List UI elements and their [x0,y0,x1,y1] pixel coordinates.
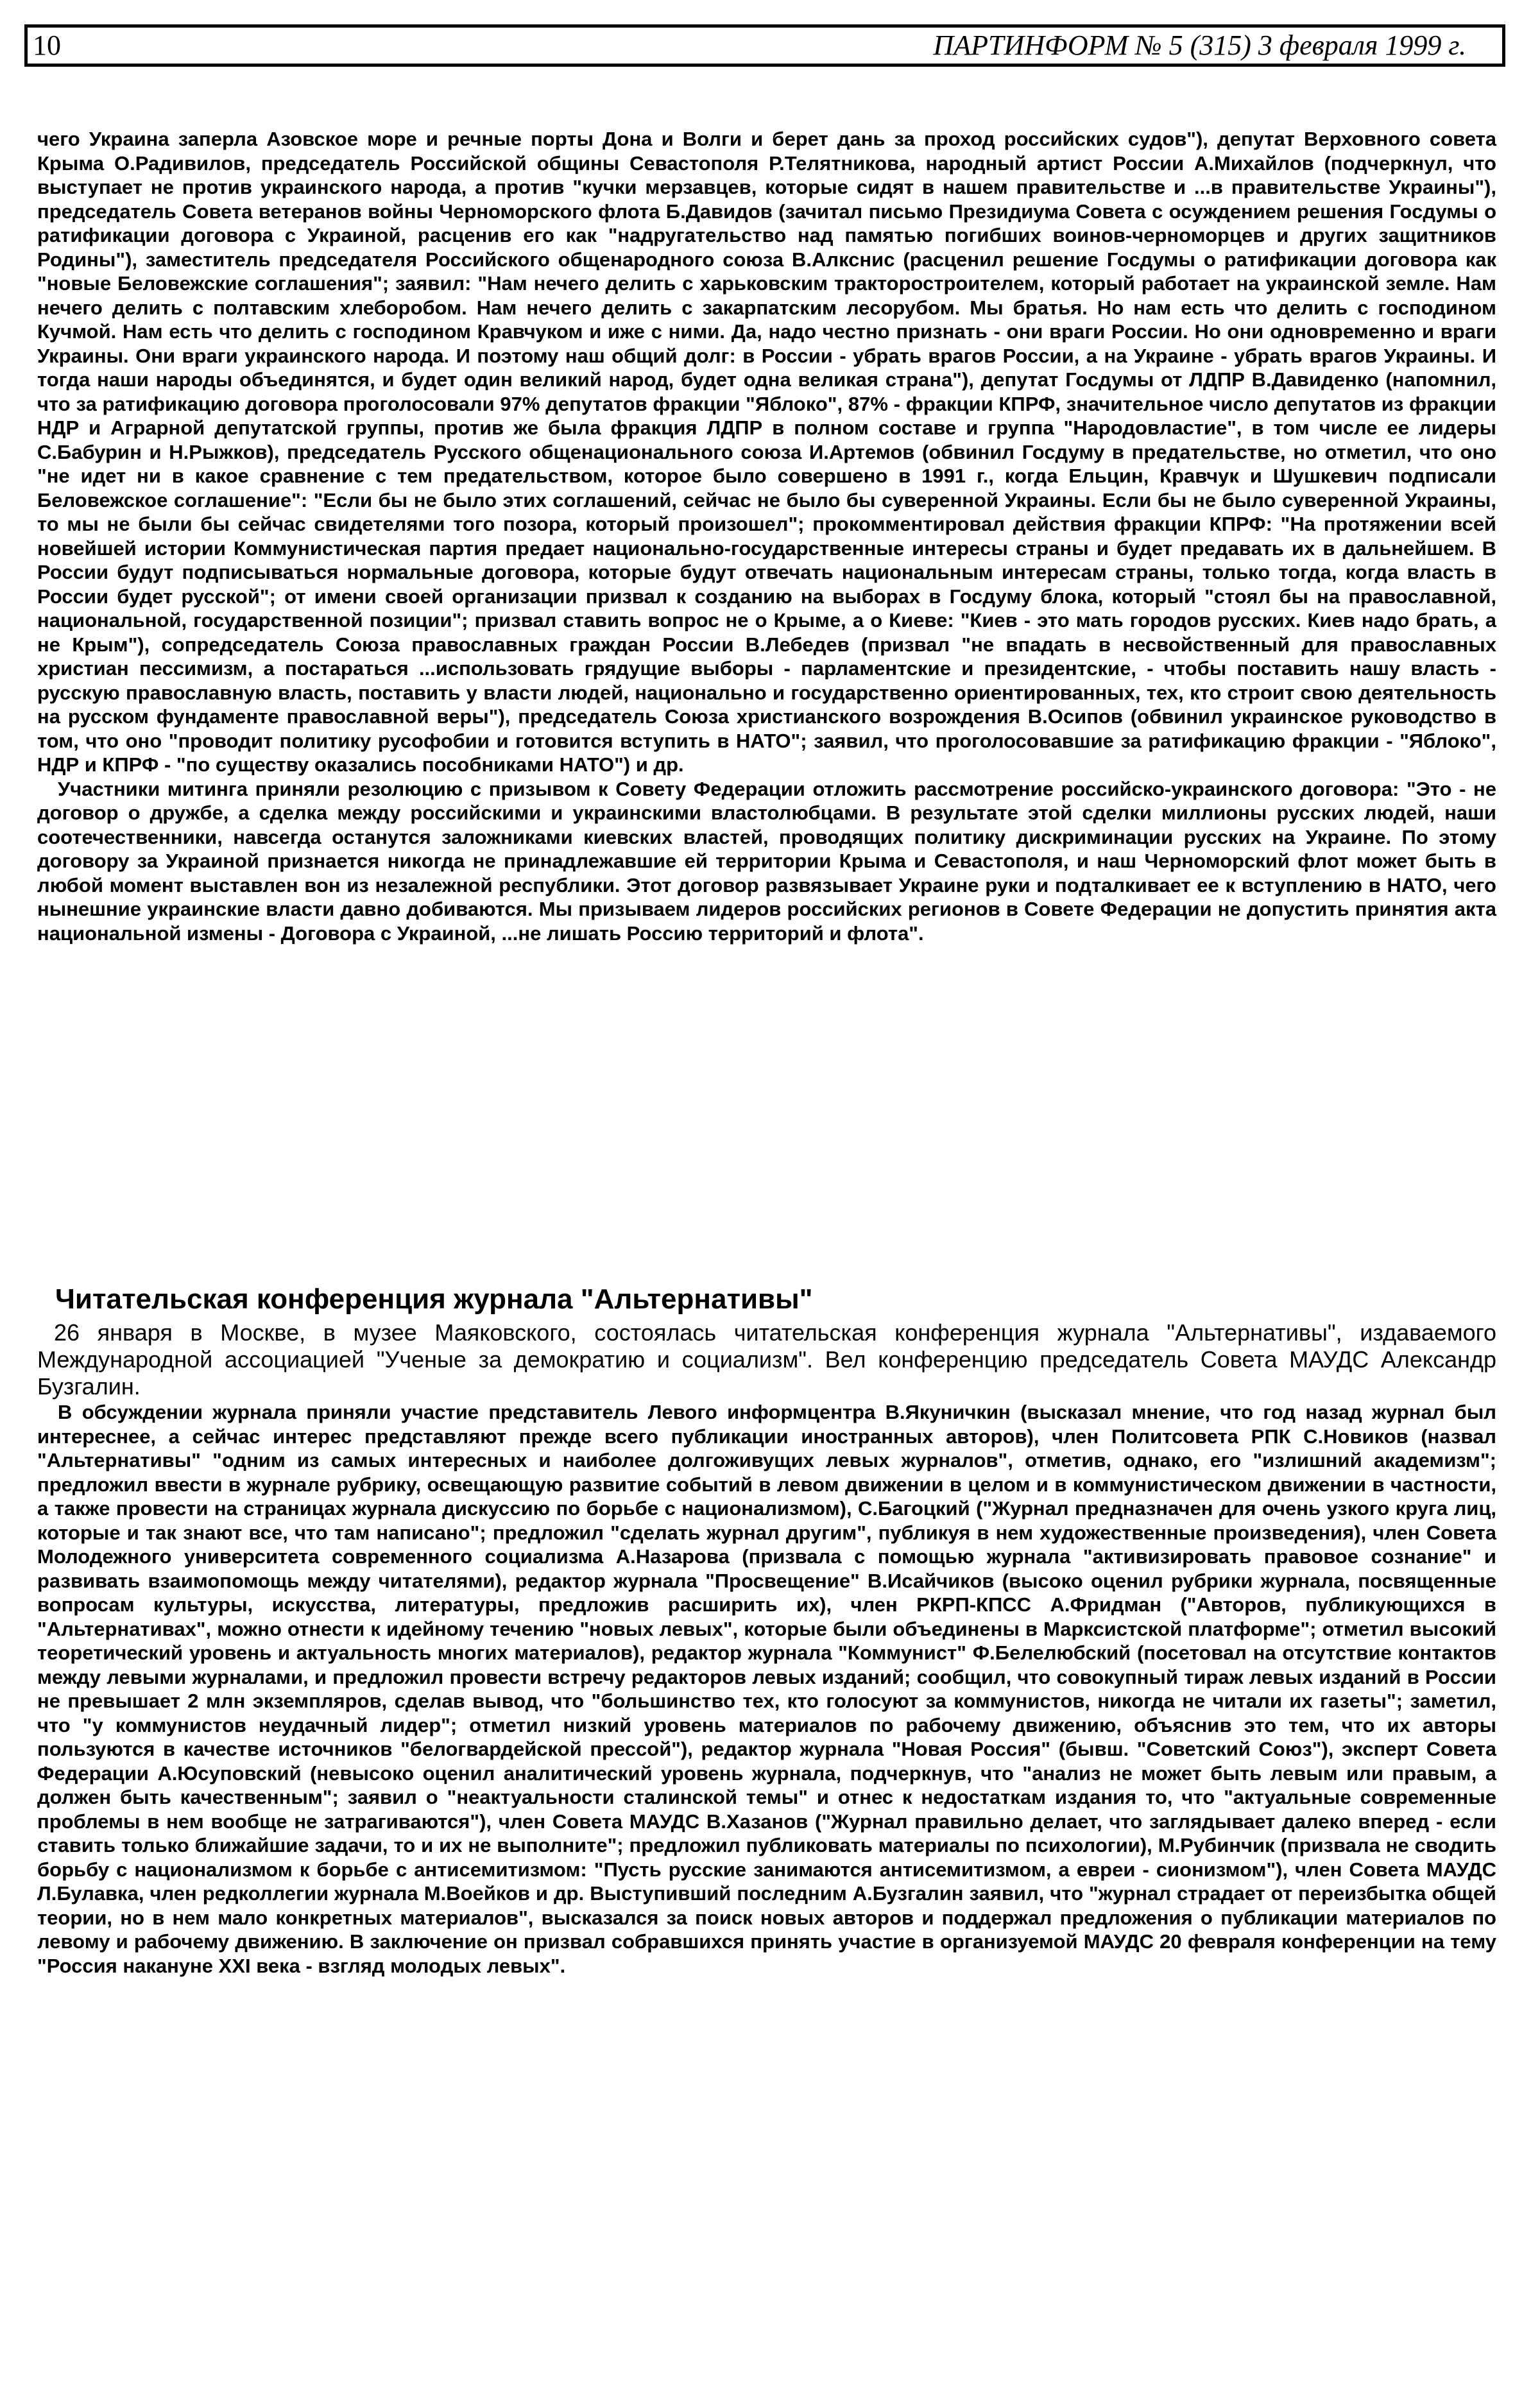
conference-intro: 26 января в Москве, в музее Маяковского, состоялась читательская конференция журнала "Альтернативы", издаваемого Международной ассоциацией "Ученые за демократию и социализм". Вел конференцию председатель Совета МАУДС Александр Бузгалин. [37,1319,1496,1400]
page-number: 10 [33,30,61,61]
article-reader-conference [37,1283,1496,1978]
page-header [24,24,1505,67]
publication-title: ПАРТИНФОРМ № 5 (315) 3 февраля 1999 г. [933,30,1466,61]
article-rally [37,127,1496,945]
conference-body: В обсуждении журнала приняли участие представитель Левого информцентра В.Якуничкин (высказал мнение, что год назад журнал был интереснее, а сейчас интерес представляют прежде всего публикации иностранных авторов), член Политсовета РПК С.Новиков (назвал "Альтернативы" "одним из самых интересных и наиболее долгоживущих левых журналов", отметив, однако, его "излишний академизм"; предложил ввести в журнале рубрику, освещающую развитие событий в левом движении в целом и в коммунистическом движении в частности, а также провести на страницах журнала дискуссию по борьбе с национализмом), С.Багоцкий ("Журнал предназначен для очень узкого круга лиц, которые и так знают все, что там написано"; предложил "сделать журнал другим", публикуя в нем художественные произведения), член Совета Молодежного университета современного социализма А.Назарова (призвала с помощью журнала "активизировать правовое сознание" и развивать взаимопомощь между читателями), редактор журнала "Просвещение" В.Исайчиков (высоко оценил рубрики журнала, посвященные вопросам культуры, искусства, литературы, предложив расширить их), член РКРП-КПСС А.Фридман ("Авторов, публикующихся в "Альтернативах", можно отнести к идейному течению "новых левых", которые были объединены в Марксистской платформе"; отметил высокий теоретический уровень и актуальность многих материалов), редактор журнала "Коммунист" Ф.Белелюбский (посетовал на отсутствие контактов между левыми журналами, и предложил провести встречу редакторов левых изданий; сообщил, что совокупный тираж левых изданий в России не превышает 2 млн экземпляров, сделав вывод, что "большинство тех, кто голосуют за коммунистов, никогда не читали их газеты"; заметил, что "у коммунистов неудачный лидер"; отметил низкий уровень материалов по рабочему движению, объяснив это тем, что их авторы пользуются в качестве источников "белогвардейской прессой"), редактор журнала "Новая Россия" (бывш. "Советский Союз"), эксперт Совета Федерации А.Юсуповский (невысоко оценил аналитический уровень журнала, подчеркнув, что "анализ не может быть левым или правым, а должен быть качественным"; заявил о "неактуальности сталинской темы" и отнес к недостаткам издания то, что "актуальные современные проблемы в нем вообще не затрагиваются"), член Совета МАУДС В.Хазанов ("Журнал правильно делает, что заглядывает далеко вперед - если ставить только ближайшие задачи, то и их не выполните"; предложил публиковать материалы по психологии), М.Рубинчик (призвала не сводить борьбу с национализмом к борьбе с антисемитизмом: "Пусть русские занимаются антисемитизмом, а евреи - сионизмом"), член Совета МАУДС Л.Булавка, член редколлегии журнала М.Воейков и др. Выступивший последним А.Бузгалин заявил, что "журнал страдает от переизбытка общей теории, но в нем мало конкретных материалов", высказался за поиск новых авторов и поддержал предложения о публикации материалов по левому и рабочему движению. В заключение он призвал собравшихся принять участие в организуемой МАУДС 20 февраля конференции на тему "Россия накануне XXI века - взгляд молодых левых". [37,1401,1496,1977]
section-title: Читательская конференция журнала "Альтернативы" [55,1283,813,1315]
rally-paragraph-speakers: чего Украина заперла Азовское море и речные порты Дона и Волги и берет дань за проход российских судов"), депутат Верховного совета Крыма О.Радивилов, председатель Российской общины Севастополя Р.Телятникова, народный артист России А.Михайлов (подчеркнул, что выступает не против украинского народа, а против "кучки мерзавцев, которые сидят в нашем правительстве и ...в правительстве Украины"), председатель Совета ветеранов войны Черноморского флота Б.Давидов (зачитал письмо Президиума Совета с осуждением решения Госдумы о ратификации договора с Украиной, расценив его как "надругательство над памятью погибших воинов-черноморцев и других защитников Родины"), заместитель председателя Российского общенародного союза В.Алкснис (расценил решение Госдумы о ратификации договора как "новые Беловежские соглашения"; заявил: "Нам нечего делить с харьковским тракторостроителем, который работает на украинской земле. Нам нечего делить с полтавским хлеборобом. Нам нечего делить с закарпатским лесорубом. Мы братья. Но нам есть что делить с господином Кучмой. Нам есть что делить с господином Кравчуком и иже с ними. Да, надо честно признать - они враги России. Но они одновременно и враги Украины. Они враги украинского народа. И поэтому наш общий долг: в России - убрать врагов России, а на Украине - убрать врагов Украины. И тогда наши народы объединятся, и будет один великий народ, будет одна великая страна"), депутат Госдумы от ЛДПР В.Давиденко (напомнил, что за ратификацию договора проголосовали 97% депутатов фракции "Яблоко", 87% - фракции КПРФ, значительное число депутатов из фракции НДР и Аграрной депутатской группы, против же была фракция ЛДПР в полном составе и группа "Народовластие", в том числе ее лидеры С.Бабурин и Н.Рыжков), председатель Русского общенационального союза И.Артемов (обвинил Госдуму в предательстве, но отметил, что оно "не идет ни в какое сравнение с тем предательством, которое было совершено в 1991 г., когда Ельцин, Кравчук и Шушкевич подписали Беловежское соглашение": "Если бы не было этих соглашений, сейчас не было бы суверенной Украины. Если бы не было суверенной Украины, то мы не были бы сейчас свидетелями того позора, который произошел"; прокомментировал действия фракции КПРФ: "На протяжении всей новейшей истории Коммунистическая партия предает национально-государственные интересы страны и будет предавать их в дальнейшем. В России будут подписываться нормальные договора, которые будут отвечать национальным интересам страны, только тогда, когда власть в России будет русской"; от имени своей организации призвал к созданию на выборах в Госдуму блока, который "стоял бы на православной, национальной, государственной позиции"; призвал ставить вопрос не о Крыме, а о Киеве: "Киев - это мать городов русских. Киев надо брать, а не Крым"), сопредседатель Союза православных граждан России В.Лебедев (призвал "не впадать в несвойственный для православных христиан пессимизм, а постараться ...использовать грядущие выборы - парламентские и президентские, - чтобы поставить нашу власть - русскую православную власть, поставить у власти людей, национально и государственно ориентированных, тех, кто строит свою деятельность на русском фундаменте православной веры"), председатель Союза христианского возрождения В.Осипов (обвинил украинское руководство в том, что оно "проводит политику русофобии и готовится вступить в НАТО"; заявил, что проголосовавшие за ратификацию фракции - "Яблоко", НДР и КПРФ - "по существу оказались пособниками НАТО") и др. [37,128,1496,776]
rally-paragraph-resolution: Участники митинга приняли резолюцию с призывом к Совету Федерации отложить рассмотрение российско-украинского договора: "Это - не договор о дружбе, а сделка между российскими и украинскими властолюбцами. В результате этой сделки миллионы русских людей, наши соотечественники, навсегда останутся заложниками киевских властей, проводящих политику дискриминации русских на Украине. По этому договору за Украиной признается никогда не принадлежавшие ей территории Крыма и Севастополя, и наш Черноморский флот может быть в любой момент выставлен вон из незалежной республики. Этот договор развязывает Украине руки и подталкивает ее к вступлению в НАТО, чего нынешние украинские власти давно добиваются. Мы призываем лидеров российских регионов в Совете Федерации не допустить принятия акта национальной измены - Договора с Украиной, ...не лишать Россию территорий и флота". [37,777,1496,945]
